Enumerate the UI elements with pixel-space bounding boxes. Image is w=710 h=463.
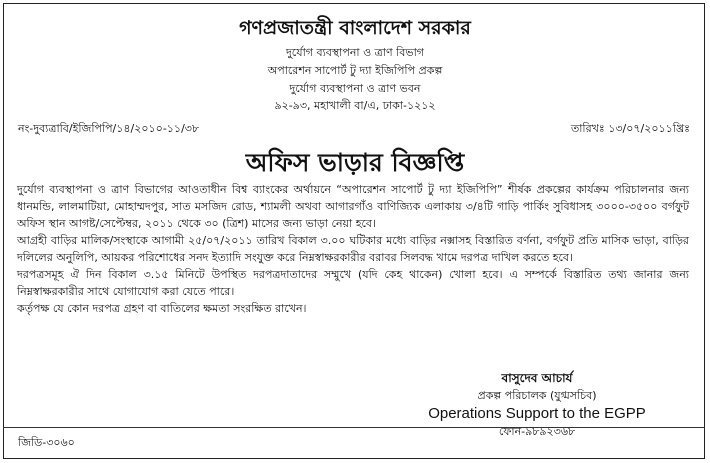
phone-number: ফোন-৯৮৯২৩৬৮	[498, 425, 576, 438]
signatory-name: বাসুদেব আচার্য	[501, 371, 573, 385]
notice-date: তারিখঃ ১৩/০৭/২০১১খ্রিঃ	[570, 122, 690, 135]
project-english-name: Operations Support to the EGPP	[428, 405, 646, 422]
paragraph-4: কর্তৃপক্ষ যে কোন দরপত্র গ্রহণ বা বাতিলের ক্ষমতা সংরক্ষিত রাখেন।	[17, 302, 307, 315]
paragraph-3: দরপত্রসমূহ ঐ দিন বিকাল ৩.১৫ মিনিটে উপস্থিত দরপত্রদাতাদের সম্মুখে (যদি কেহ থাকেন) খোলা হবে। এ সম্পর্কে বিস্তারিত তথ্য জানার জন্য নিম্নস্বাক্ষরকারীর সাথে যোগাযোগ করা যেতে পারে।	[17, 268, 689, 298]
project-name: অপারেশন সাপোর্ট টু দ্যা ইজিপিপি প্রকল্প	[267, 64, 443, 77]
notice-title: অফিস ভাড়ার বিজ্ঞপ্তি	[245, 148, 465, 177]
footer-divider	[3, 427, 705, 428]
notice-body	[17, 181, 689, 317]
paragraph-2: আগ্রহী বাড়ির মালিক/সংস্থাকে আগামী ২৫/০৭/২০১১ তারিখ বিকাল ৩.০০ ঘটিকার মধ্যে বাড়ির নক্সাসহ বিস্তারিত বর্ণনা, বর্গফুট প্রতি মাসিক ভাড়া, বাড়ির দলিলের অনুলিপি, আয়কর পরিশোধের সনদ ইত্যাদি সংযুক্ত করে নিম্নস্বাক্ষরকারীর বরাবর সিলবদ্ধ খামে দরপত্র দাখিল করতে হবে।	[17, 234, 689, 264]
memo-number: নং-দুব্যত্রাবি/ইজিপিপি/১৪/২০১০-১১/৩৮	[18, 122, 200, 135]
building-name: দুর্যোগ ব্যবস্থাপনা ও ত্রাণ ভবন	[289, 82, 421, 95]
division-name: দুর্যোগ ব্যবস্থাপনা ও ত্রাণ বিভাগ	[286, 46, 424, 59]
govt-title: গণপ্রজাতন্ত্রী বাংলাদেশ সরকার	[239, 17, 471, 39]
signatory-designation: প্রকল্প পরিচালক (যুগ্মসচিব)	[477, 389, 597, 402]
paragraph-1: দুর্যোগ ব্যবস্থাপনা ও ত্রাণ বিভাগের আওতাধীন বিশ্ব ব্যাংকের অর্থায়নে “অপারেশন সাপোর্ট টু দ্যা ইজিপিপি” শীর্ষক প্রকল্পের কার্যক্রম পরিচালনার জন্য ধানমন্ডি, লালমাটিয়া, মোহাম্মদপুর, সাত মসজিদ রোড, শ্যামলী অথবা আগারগাঁও বাণিজ্যিক এলাকায় ৩/৪টি গাড়ি পার্কিং সুবিধাসহ ৩০০০-৩৫০০ বর্গফুট অফিস স্থান আগষ্ট/সেপ্টেম্বর, ২০১১ থেকে ৩০ (ত্রিশ) মাসের জন্য ভাড়া নেয়া হবে।	[17, 183, 689, 230]
address: ৯২-৯৩, মহাখালী বা/এ, ঢাকা-১২১২	[274, 99, 436, 112]
gd-number: জিডি-৩০৬০	[18, 436, 75, 449]
signature-block	[422, 370, 652, 440]
